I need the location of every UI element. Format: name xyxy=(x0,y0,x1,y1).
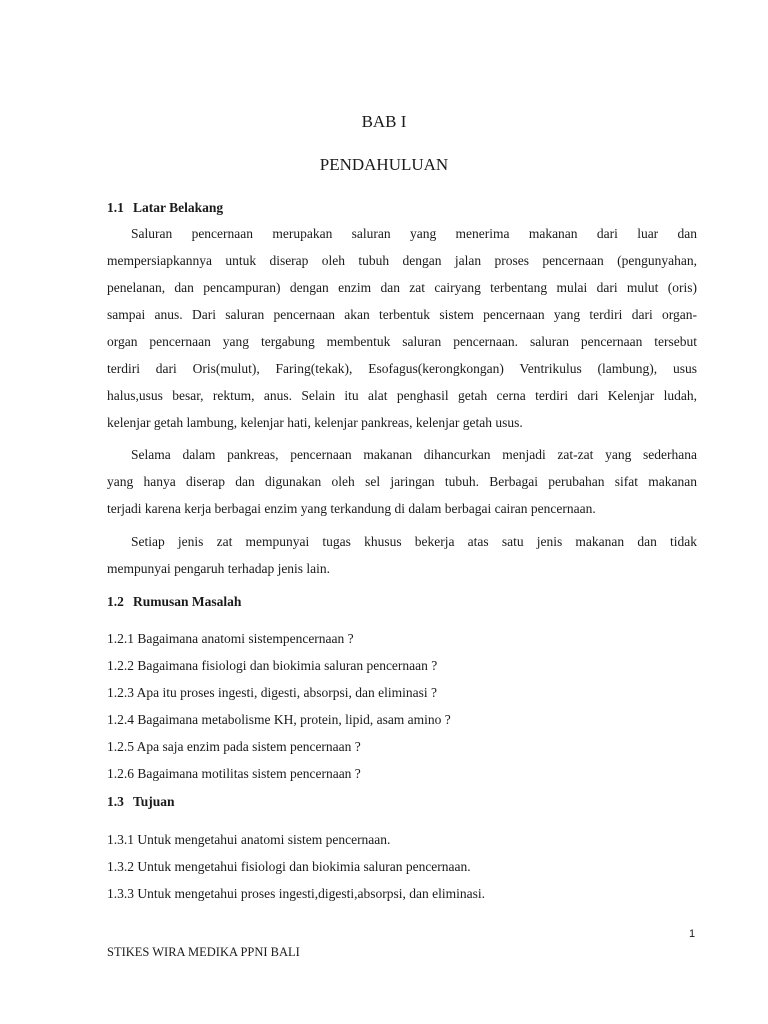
list-item-rumusan: 1.2.4 Bagaimana metabolisme KH, protein, lipid, asam amino ? xyxy=(107,712,451,727)
paragraph-line: terdiri dari Oris(mulut), Faring(tekak), Esofagus(kerongkongan) Ventrikulus (lambung), usus xyxy=(107,361,697,376)
section-title: Rumusan Masalah xyxy=(133,594,242,609)
list-item-tujuan: 1.3.1 Untuk mengetahui anatomi sistem pencernaan. xyxy=(107,832,391,847)
paragraph-line: mempersiapkannya untuk diserap oleh tubuh dengan jalan proses pencernaan (pengunyahan, xyxy=(107,253,697,268)
paragraph-line: penelanan, dan pencampuran) dengan enzim dan zat cairyang terbentang mulai dari mulut (oris) xyxy=(107,280,697,295)
section-heading-latar-belakang xyxy=(107,200,223,216)
section-title: Tujuan xyxy=(133,794,175,809)
paragraph-line: Selama dalam pankreas, pencernaan makanan dihancurkan menjadi zat-zat yang sederhana xyxy=(131,447,697,462)
list-item-tujuan: 1.3.3 Untuk mengetahui proses ingesti,digesti,absorpsi, dan eliminasi. xyxy=(107,886,485,901)
list-item-rumusan: 1.2.3 Apa itu proses ingesti, digesti, absorpsi, dan eliminasi ? xyxy=(107,685,437,700)
paragraph-line: yang hanya diserap dan digunakan oleh sel jaringan tubuh. Berbagai perubahan sifat makanan xyxy=(107,474,697,489)
chapter-title: PENDAHULUAN xyxy=(319,155,449,174)
section-heading-tujuan xyxy=(107,794,175,810)
list-item-tujuan: 1.3.2 Untuk mengetahui fisiologi dan biokimia saluran pencernaan. xyxy=(107,859,471,874)
paragraph-latar-belakang-3 xyxy=(107,534,697,588)
section-heading-rumusan-masalah xyxy=(107,594,241,610)
paragraph-line: kelenjar getah lambung, kelenjar hati, kelenjar pankreas, kelenjar getah usus. xyxy=(107,415,523,430)
list-item-rumusan: 1.2.2 Bagaimana fisiologi dan biokimia saluran pencernaan ? xyxy=(107,658,438,673)
paragraph-latar-belakang-1 xyxy=(107,226,697,436)
list-item-rumusan: 1.2.6 Bagaimana motilitas sistem pencernaan ? xyxy=(107,766,361,781)
list-item-rumusan: 1.2.1 Bagaimana anatomi sistempencernaan ? xyxy=(107,631,354,646)
section-number: 1.3 xyxy=(107,794,124,809)
paragraph-line: mempunyai pengaruh terhadap jenis lain. xyxy=(107,561,331,576)
section-number: 1.1 xyxy=(107,200,124,215)
paragraph-line: Setiap jenis zat mempunyai tugas khusus bekerja atas satu jenis makanan dan tidak xyxy=(131,534,697,549)
list-item-rumusan: 1.2.5 Apa saja enzim pada sistem pencernaan ? xyxy=(107,739,361,754)
chapter-label: BAB I xyxy=(361,112,407,131)
paragraph-latar-belakang-2 xyxy=(107,447,697,527)
paragraph-line: terjadi karena kerja berbagai enzim yang terkandung di dalam berbagai cairan pencernaan. xyxy=(107,501,596,516)
page-footer: STIKES WIRA MEDIKA PPNI BALI xyxy=(107,945,300,959)
paragraph-line: sampai anus. Dari saluran pencernaan akan terbentuk sistem pencernaan yang terdiri dari organ- xyxy=(107,307,697,322)
page-number: 1 xyxy=(689,928,696,940)
section-title: Latar Belakang xyxy=(133,200,224,215)
paragraph-line: Saluran pencernaan merupakan saluran yang menerima makanan dari luar dan xyxy=(131,226,697,241)
section-number: 1.2 xyxy=(107,594,124,609)
paragraph-line: organ pencernaan yang tergabung membentuk saluran pencernaan. saluran pencernaan tersebut xyxy=(107,334,697,349)
paragraph-line: halus,usus besar, rektum, anus. Selain itu alat penghasil getah cerna terdiri dari Kelenjar ludah, xyxy=(107,388,697,403)
